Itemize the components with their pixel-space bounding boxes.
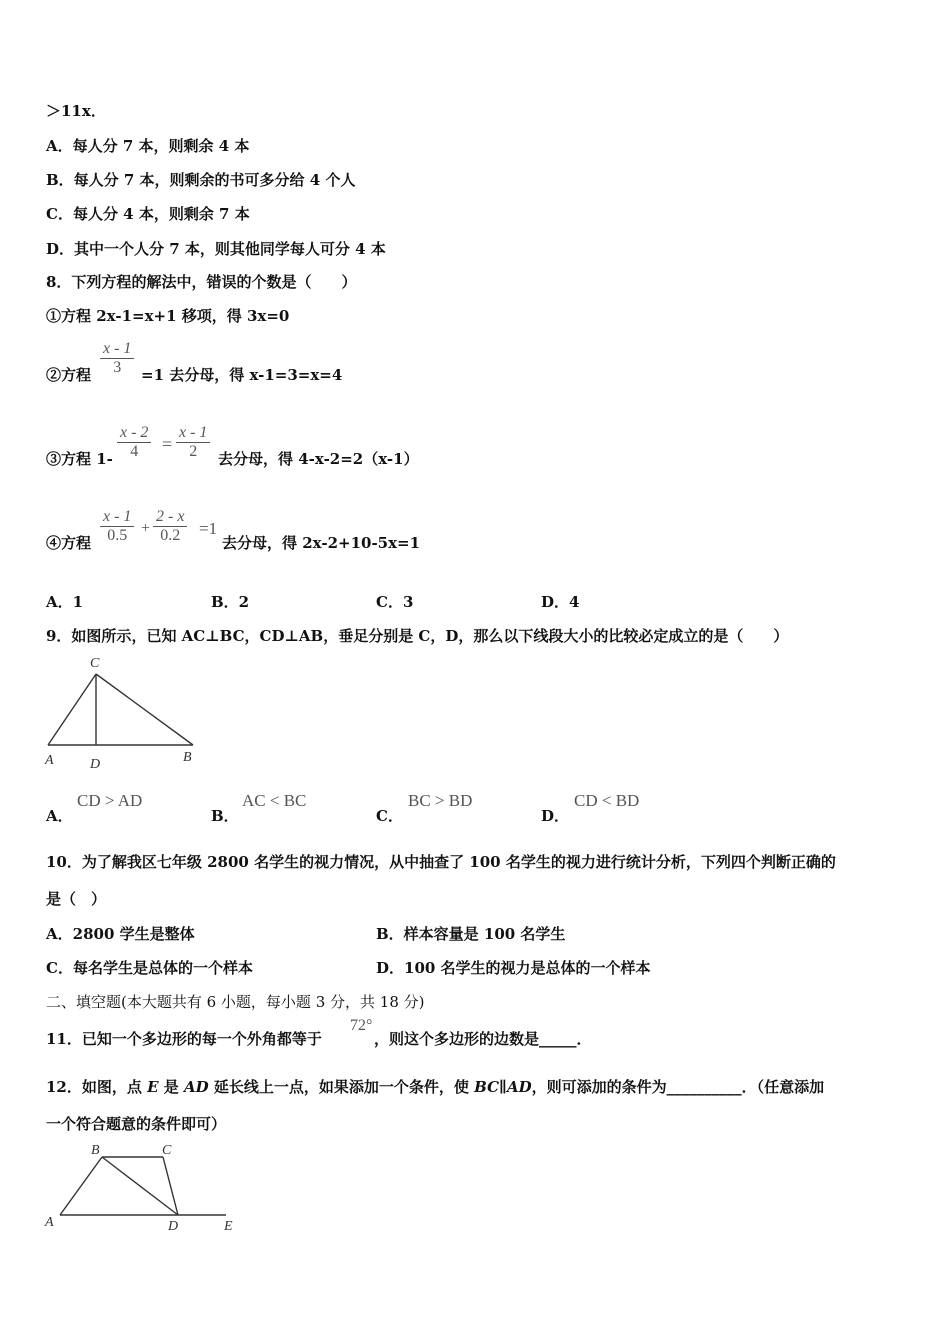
q12-text-b: 是: [158, 1078, 184, 1096]
q8-item-2-suffix: =1 去分母，得 x-1=3=x=4: [141, 366, 343, 384]
q8-option-b: B．2: [211, 593, 250, 611]
continuation-text: ＞11x．: [46, 102, 106, 120]
q9-option-c-letter: C．: [376, 807, 403, 825]
q10-option-d: D．100 名学生的视力是总体的一个样本: [376, 959, 651, 977]
q9-option-b-letter: B．: [211, 807, 239, 825]
q8-item-4-prefix: ④方程: [46, 534, 92, 552]
q8-item-3-prefix: ③方程 1-: [46, 450, 113, 468]
label-b: B: [91, 1143, 100, 1158]
q8-item-2-fraction: [100, 340, 134, 377]
fraction-denominator: 0.2: [160, 527, 181, 544]
q8-option-d: D．4: [541, 593, 580, 611]
q11-prefix: 11．已知一个多边形的每一个外角都等于: [46, 1030, 322, 1048]
q8-item-3-fraction-2: [176, 424, 210, 461]
label-a: A: [45, 1215, 54, 1230]
q12-parallel-condition: BC∥AD: [474, 1078, 532, 1096]
label-d: D: [90, 757, 101, 772]
q12-text-c: 延长线上一点，如果添加一个条件，使: [208, 1078, 475, 1096]
q10-option-a: A．2800 学生是整体: [46, 925, 195, 943]
fraction-numerator: 2 - x: [156, 508, 185, 525]
q8-stem: 8．下列方程的解法中，错误的个数是（ ）: [46, 273, 357, 291]
q12-segment-ad: AD: [184, 1078, 209, 1096]
q8-item-3-suffix: 去分母，得 4-x-2=2（x-1）: [218, 450, 419, 468]
q12-point-e: E: [147, 1078, 159, 1096]
q10-stem-line-1: 10．为了解我区七年级 2800 名学生的视力情况，从中抽查了 100 名学生的视力进行统计分析，下列四个判断正确的: [46, 853, 836, 871]
q9-stem: 9．如图所示，已知 AC⊥BC，CD⊥AB，垂足分别是 C，D，那么以下线段大小的比较必定成立的是（ ）: [46, 627, 789, 645]
q9-option-a-letter: A．: [46, 807, 73, 825]
label-c: C: [90, 656, 100, 671]
q9-option-c-expr: BC > BD: [408, 791, 473, 810]
q8-item-1: ①方程 2x-1=x+1 移项，得 3x=0: [46, 307, 290, 325]
q8-item-4-suffix: 去分母，得 2x-2+10-5x=1: [222, 534, 421, 552]
fraction-denominator: 0.5: [107, 527, 128, 544]
label-c: C: [162, 1143, 172, 1158]
q12-text-a: 12．如图，点: [46, 1078, 148, 1096]
q8-item-3-fraction-1: [117, 424, 151, 461]
fraction-denominator: 4: [130, 443, 139, 460]
fraction-numerator: x - 1: [103, 340, 132, 357]
q9-option-d-expr: CD < BD: [574, 791, 640, 810]
equals-sign: =: [162, 434, 173, 454]
q10-option-b: B．样本容量是 100 名学生: [376, 925, 566, 943]
label-b: B: [183, 750, 192, 765]
q7-option-c: C．每人分 4 本，则剩余 7 本: [46, 205, 250, 223]
q8-item-4-fraction-2: [153, 508, 187, 545]
q12-line-1: [46, 1077, 824, 1097]
label-e: E: [224, 1219, 233, 1234]
section-2-heading: 二、填空题(本大题共有 6 小题，每小题 3 分，共 18 分): [46, 993, 425, 1011]
q9-option-d-letter: D．: [541, 807, 570, 825]
q7-option-a: A．每人分 7 本，则剩余 4 本: [46, 137, 250, 155]
q12-line-2: 一个符合题意的条件即可）: [46, 1115, 227, 1133]
fraction-numerator: x - 1: [179, 424, 208, 441]
plus-sign: +: [141, 520, 151, 537]
q10-option-c: C．每名学生是总体的一个样本: [46, 959, 253, 977]
q10-stem-line-2: 是（ ）: [46, 890, 107, 908]
q8-option-c: C．3: [376, 593, 414, 611]
fraction-numerator: x - 1: [103, 508, 132, 525]
q7-option-d: D．其中一个人分 7 本，则其他同学每人可分 4 本: [46, 240, 386, 258]
label-a: A: [45, 753, 54, 768]
q9-option-b-expr: AC < BC: [242, 791, 307, 810]
fraction-denominator: 2: [189, 443, 198, 460]
q7-option-b: B．每人分 7 本，则剩余的书可多分给 4 个人: [46, 171, 356, 189]
q12-text-d: ，则可添加的条件为__________．（任意添加: [531, 1078, 825, 1096]
q11-angle: 72°: [350, 1017, 373, 1034]
q8-option-a: A．1: [46, 593, 84, 611]
fraction-numerator: x - 2: [120, 424, 149, 441]
q8-item-4-fraction-1: [100, 508, 134, 545]
label-d: D: [168, 1219, 179, 1234]
fraction-denominator: 3: [113, 359, 122, 376]
q11-suffix: ，则这个多边形的边数是_____．: [374, 1030, 592, 1048]
q9-option-a-expr: CD > AD: [77, 791, 143, 810]
q12-trapezoid-figure: [40, 1138, 245, 1238]
q9-triangle-figure: [40, 650, 210, 775]
q8-item-2-prefix: ②方程: [46, 366, 92, 384]
equals-one: =1: [199, 519, 218, 538]
